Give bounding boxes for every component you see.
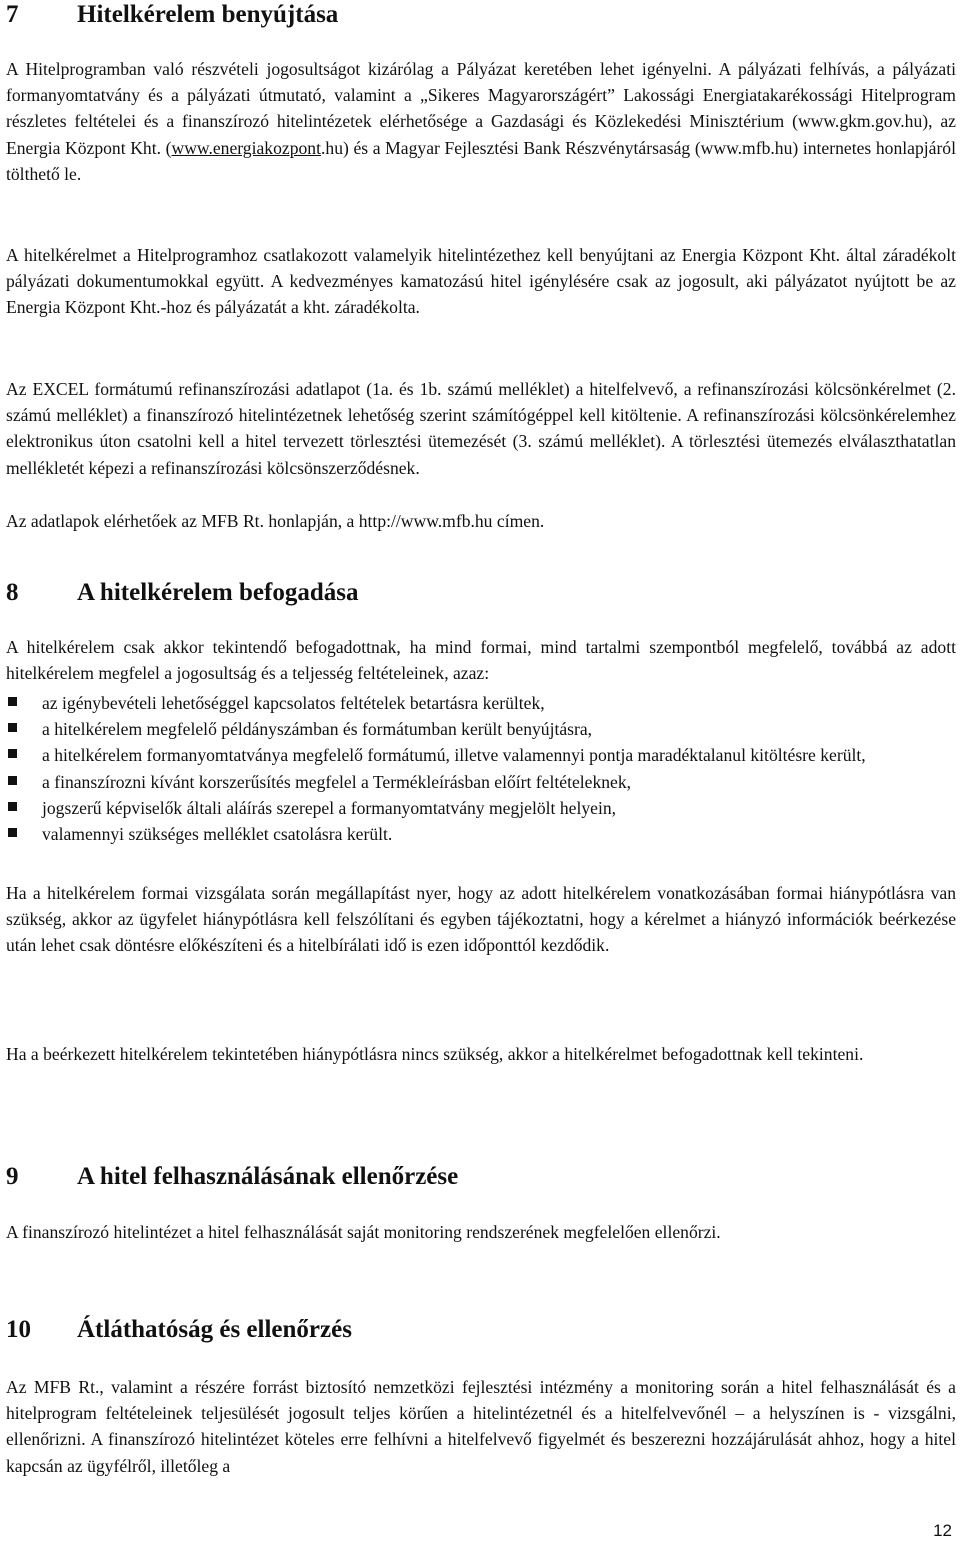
paragraph: Ha a hitelkérelem formai vizsgálata során megállapítást nyer, hogy az adott hitelkérelem vonatkozásában formai hiánypótlásra van szükség, akkor az ügyfelet hiánypótlásra kell felszólítani és egyben tájékoztatni, hogy a kérelmet a hiányzó információk beérkezése után lehet csak döntésre előkészíteni és a hitelbírálati idő is ezen időponttól kezdődik.: [6, 883, 956, 956]
page-number: 12: [933, 1521, 952, 1540]
section-10-heading: [6, 1315, 352, 1345]
square-bullet-icon: [8, 723, 17, 732]
paragraph: Ha a beérkezett hitelkérelem tekintetében hiánypótlásra nincs szükség, akkor a hitelkérelmet befogadottnak kell tekinteni.: [6, 1044, 864, 1064]
section-8-heading: [6, 578, 358, 608]
section-9-heading: [6, 1162, 458, 1192]
list-item: valamennyi szükséges melléklet csatolásra került.: [6, 821, 956, 847]
list-item: a hitelkérelem megfelelő példányszámban és formátumban került benyújtásra,: [6, 716, 956, 742]
square-bullet-icon: [8, 697, 17, 706]
section-title: Hitelkérelem benyújtása: [77, 1, 339, 28]
link-energiakozpont[interactable]: www.energiakozpont: [171, 137, 321, 158]
requirements-list: [6, 690, 956, 847]
square-bullet-icon: [8, 749, 17, 758]
section-title: A hitel felhasználásának ellenőrzése: [77, 1163, 459, 1190]
paragraph: A Hitelprogramban való részvételi jogosultságot kizárólag a Pályázat keretében lehet igényelni. A pályázati felhívás, a pályázati formanyomtatvány és a pályázati útmutató, valamint a „Sikeres Magyarországért” Lakossági Energiatakarékossági Hitelprogram részletes feltételei és a finanszírozó hitelintézetek elérhetősége a Gazdasági és Közlekedési Minisztérium (www.gkm.gov.hu), az Energia Központ Kht. (www.energiakozpont.hu) és a Magyar Fejlesztési Bank Részvénytársaság (www.mfb.hu) internetes honlapjáról tölthető le.: [6, 59, 956, 184]
paragraph: A hitelkérelem csak akkor tekintendő befogadottnak, ha mind formai, mind tartalmi szempontból megfelelő, továbbá az adott hitelkérelem megfelel a jogosultság és a teljesség feltételeinek, azaz:: [6, 637, 956, 684]
section-number: 10: [6, 1316, 31, 1343]
section-number: 7: [6, 1, 19, 28]
square-bullet-icon: [8, 776, 17, 785]
list-item: jogszerű képviselők általi aláírás szerepel a formanyomtatvány megjelölt helyein,: [6, 795, 956, 821]
list-item: az igénybevételi lehetőséggel kapcsolatos feltételek betartásra kerültek,: [6, 690, 956, 716]
paragraph: Az MFB Rt., valamint a részére forrást biztosító nemzetközi fejlesztési intézmény a monitoring során a hitel felhasználását és a hitelprogram feltételeinek teljesülését jogosult teljes körűen a hitelintézetnél és a hitelfelvevőnél – a helyszínen is - vizsgálni, ellenőrizni. A finanszírozó hitelintézet köteles erre felhívni a hitelfelvevő figyelmét és beszerezni hozzájárulását ahhoz, hogy a hitel kapcsán az ügyfélről, illetőleg a: [6, 1377, 956, 1476]
list-item: a hitelkérelem formanyomtatványa megfelelő formátumú, illetve valamennyi pontja maradéktalanul kitöltésre került,: [6, 742, 956, 768]
section-7-heading: [6, 0, 338, 30]
paragraph: A hitelkérelmet a Hitelprogramhoz csatlakozott valamelyik hitelintézethez kell benyújtani az Energia Központ Kht. által záradékolt pályázati dokumentumokkal együtt. A kedvezményes kamatozású hitel igénylésére csak az jogosult, aki pályázatot nyújtott be az Energia Központ Kht.-hoz és pályázatát a kht. záradékolta.: [6, 245, 956, 318]
section-title: Átláthatóság és ellenőrzés: [77, 1316, 352, 1343]
square-bullet-icon: [8, 828, 17, 837]
paragraph: Az EXCEL formátumú refinanszírozási adatlapot (1a. és 1b. számú melléklet) a hitelfelvevő, a refinanszírozási kölcsönkérelmet (2. számú melléklet) a finanszírozó hitelintézetnek lehetőség szerint számítógéppel kell kitöltenie. A refinanszírozási kölcsönkérelemhez elektronikus úton csatolni kell a hitel tervezett törlesztési ütemezését (3. számú melléklet). A törlesztési ütemezés elválaszthatatlan mellékletét képezi a refinanszírozási kölcsönszerződésnek.: [6, 379, 956, 478]
section-number: 8: [6, 579, 19, 606]
list-item: a finanszírozni kívánt korszerűsítés megfelel a Termékleírásban előírt feltételeknek,: [6, 769, 956, 795]
section-title: A hitelkérelem befogadása: [77, 579, 359, 606]
section-number: 9: [6, 1163, 19, 1190]
square-bullet-icon: [8, 802, 17, 811]
paragraph: Az adatlapok elérhetőek az MFB Rt. honlapján, a http://www.mfb.hu címen.: [6, 511, 545, 531]
paragraph: A finanszírozó hitelintézet a hitel felhasználását saját monitoring rendszerének megfelelően ellenőrzi.: [6, 1222, 721, 1242]
